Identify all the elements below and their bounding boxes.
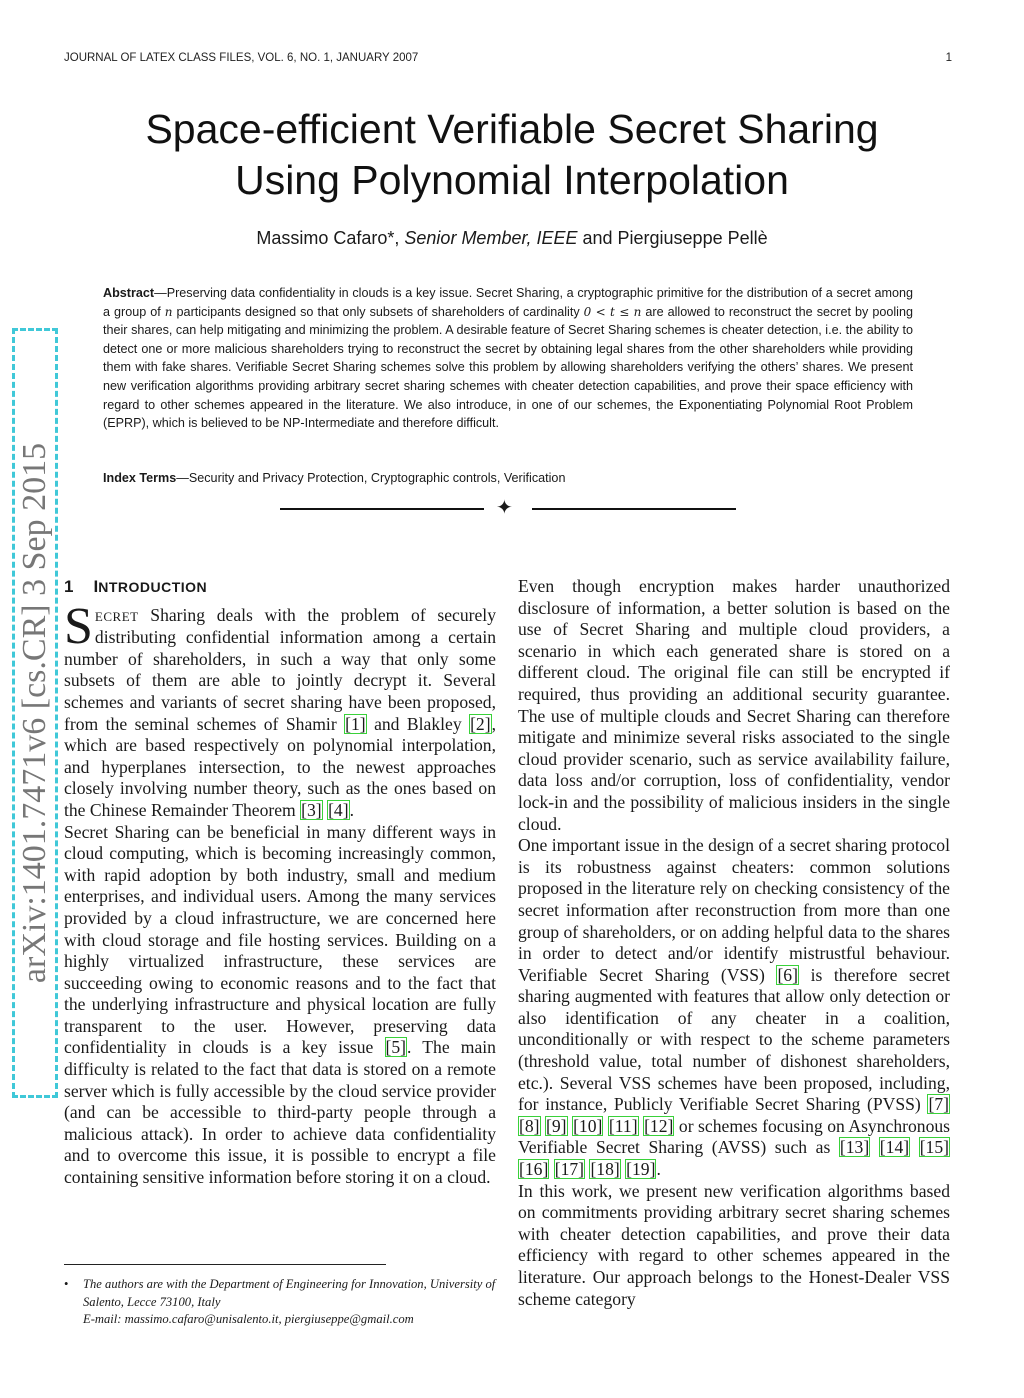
citation-link[interactable]: [19] <box>626 1159 656 1180</box>
divider-diamond-icon: ✦ <box>496 497 513 519</box>
author-rest: and Piergiuseppe Pellè <box>577 228 768 248</box>
arxiv-watermark: arXiv:1401.7471v6 [cs.CR] 3 Sep 2015 <box>12 328 58 1098</box>
text: . <box>656 1159 661 1180</box>
text: Secret Sharing can be beneficial in many different ways in cloud computing, which is becoming increasingly common, with rapid adoption by both industry, small and medium enterprises, and individual users. Among the many services provided by a cloud infrastructure, we are concerned here with cloud storage and file hosting services. Building on a highly virtualized infrastructure, these services are succeeding owing to economic reasons and to the fact that the underlying infrastructure and physical location are fully transparent to the user. However, preserving data confidentiality in clouds is a key issue <box>64 821 496 1058</box>
intro-paragraph-4 <box>518 835 950 1181</box>
index-terms-dash: — <box>176 471 189 485</box>
footnote-rule <box>64 1264 386 1265</box>
footnote-affiliation: The authors are with the Department of Engineering for Innovation, University of Salento, Lecce 73100, Italy <box>83 1277 496 1309</box>
footnote-email: E-mail: massimo.cafaro@unisalento.it, piergiuseppe@gmail.com <box>83 1312 414 1326</box>
citation-link[interactable]: [15] <box>919 1137 950 1158</box>
right-column <box>518 576 950 1310</box>
author-footnote <box>64 1276 504 1329</box>
text: Sharing deals with the problem of securely distributing confidential information among a certain number of shareholders, in such a way that only some subsets of them are able to jointly decrypt it. Several schemes and variants of secret sharing have been proposed, from the seminal schemes of Shamir <box>64 604 496 734</box>
section-number: 1 <box>64 577 74 596</box>
citation-link[interactable]: [5] <box>385 1037 407 1058</box>
citation-link[interactable]: [16] <box>519 1159 549 1180</box>
author-role: Senior Member, IEEE <box>404 228 578 248</box>
section-title-rest: NTRODUCTION <box>98 579 208 595</box>
citation-link[interactable]: [10] <box>573 1115 603 1136</box>
citation-link[interactable]: [4] <box>328 799 349 820</box>
intro-paragraph-3: Even though encryption makes harder unauthorized disclosure of information, a better solution is based on the use of Secret Sharing and multiple cloud providers, a scenario in which each generated share is stored on a different cloud. The original file can still be encrypted if required, thus providing an additional security guarantee. The use of multiple clouds and Secret Sharing can therefore mitigate and minimize several risks associated to the single cloud provider scenario, such as service availability failure, data loss and/or corruption, loss of confidentiality, vendor lock-in and the possibility of malicious insiders in the single cloud. <box>518 576 950 834</box>
index-terms-text: Security and Privacy Protection, Cryptographic controls, Verification <box>188 471 566 485</box>
intro-paragraph-1 <box>64 597 496 822</box>
left-column <box>64 574 496 1189</box>
section-title-initial: I <box>93 577 99 596</box>
math-n: n <box>164 304 173 319</box>
section-divider <box>280 498 736 520</box>
citation-link[interactable]: [18] <box>590 1159 620 1180</box>
citation-link[interactable]: [2] <box>470 713 491 734</box>
text: is therefore secret sharing augmented with features that allow only detection or also identification of any cheater in a coalition, unconditionally or with respect to the scheme parameters (threshold value, total number of dishonest shareholders, etc.). Several VSS schemes have been proposed, including, for instance, Publicly Verifiable Secret Sharing (PVSS) <box>518 964 951 1115</box>
abstract <box>103 284 913 433</box>
citation-link[interactable]: [13] <box>839 1137 870 1158</box>
text: . <box>349 799 354 820</box>
index-terms-label: Index Terms <box>103 471 177 485</box>
title-line-2: Using Polynomial Interpolation <box>235 157 789 203</box>
title-line-1: Space-efficient Verifiable Secret Sharing <box>145 106 879 152</box>
author-first: Massimo Cafaro*, <box>256 228 405 248</box>
text: One important issue in the design of a secret sharing protocol is its robustness against cheaters: common solutions proposed in the literature rely on checking consistency of the secret information after reconstruction from more than one group of shareholders, or on adding helpful data to the shares in order to detect and/or identify mistrustful behaviour. Verifiable Secret Sharing (VSS) <box>518 835 950 985</box>
section-heading-introduction <box>64 576 496 599</box>
citation-link[interactable]: [8] <box>519 1115 540 1136</box>
text: or schemes focusing on Asynchronous Verifiable Secret Sharing (AVSS) such as <box>518 1115 951 1158</box>
citation-link[interactable]: [11] <box>608 1115 638 1136</box>
citation-link[interactable]: [6] <box>777 964 798 985</box>
paper-title <box>0 104 1024 206</box>
intro-paragraph-5: In this work, we present new verification algorithms based on commitments providing arbitrary secret sharing schemes with cheater detection capabilities, and prove their data efficiency with regard to other schemes appeared in the literature. Our approach belongs to the Honest-Dealer VSS scheme category <box>518 1180 950 1309</box>
citation-link[interactable]: [9] <box>546 1115 567 1136</box>
abstract-text-2: participants designed so that only subsets of shareholders of cardinality <box>172 304 584 319</box>
divider-line-left <box>280 508 484 510</box>
abstract-dash: — <box>154 286 167 300</box>
running-header <box>64 52 952 64</box>
bullet-icon: • <box>64 1277 69 1291</box>
abstract-label: Abstract <box>103 286 155 300</box>
drop-cap: S <box>64 597 93 655</box>
journal-name: JOURNAL OF LATEX CLASS FILES, VOL. 6, NO. 1, JANUARY 2007 <box>64 52 419 64</box>
page-number: 1 <box>945 52 952 64</box>
citation-link[interactable]: [1] <box>345 713 366 734</box>
abstract-text-1: Preserving data confidentiality in clouds is a key issue. Secret Sharing, a cryptographic primitive for the distribution of a secret among a group of <box>103 286 913 319</box>
citation-link[interactable]: [3] <box>301 799 322 820</box>
intro-paragraph-2 <box>64 822 496 1189</box>
citation-link[interactable]: [7] <box>928 1094 949 1115</box>
text: , which are based respectively on polynomial interpolation, and hyperplanes intersection, to the newest approaches closely involving number theory, such as the ones based on the Chinese Remainder Theorem <box>64 713 496 820</box>
abstract-text-3: are allowed to reconstruct the secret by pooling their shares, can help mitigating and minimizing the problem. A desirable feature of Secret Sharing schemes is cheater detection, i.e. the ability to detect one or more malicious shareholders trying to reconstruct the secret by obtaining legal shares from the other shareholders while providing them with fake shares. Verifiable Secret Sharing schemes solve this problem by allowing shareholders verifying the others’ shares. We present new verification algorithms providing arbitrary secret sharing schemes with cheater detection capabilities, and prove their space efficiency with regard to other schemes appeared in the literature. We also introduce, in one of our schemes, the Exponentiating Polynomial Root Problem (EPRP), which is believed to be NP-Intermediate and therefore difficult. <box>103 304 913 431</box>
citation-link[interactable]: [17] <box>554 1159 585 1180</box>
text: . The main difficulty is related to the fact that data is stored on a remote server which is fully accessible by the cloud service provider (and can be accessible to third-party people through a malicious attack). In order to achieve data confidentiality and to overcome this issue, it is possible to encrypt a file containing sensitive information before storing it on a cloud. <box>64 1037 496 1188</box>
math-condition: 0 < t ≤ n <box>583 304 642 319</box>
citation-link[interactable]: [14] <box>879 1137 910 1158</box>
text: and Blakley <box>366 713 470 734</box>
small-caps-word: ECRET <box>94 608 139 624</box>
author-line <box>0 228 1024 249</box>
citation-link[interactable]: [12] <box>644 1115 674 1136</box>
index-terms <box>103 471 913 485</box>
divider-line-right <box>532 508 736 510</box>
